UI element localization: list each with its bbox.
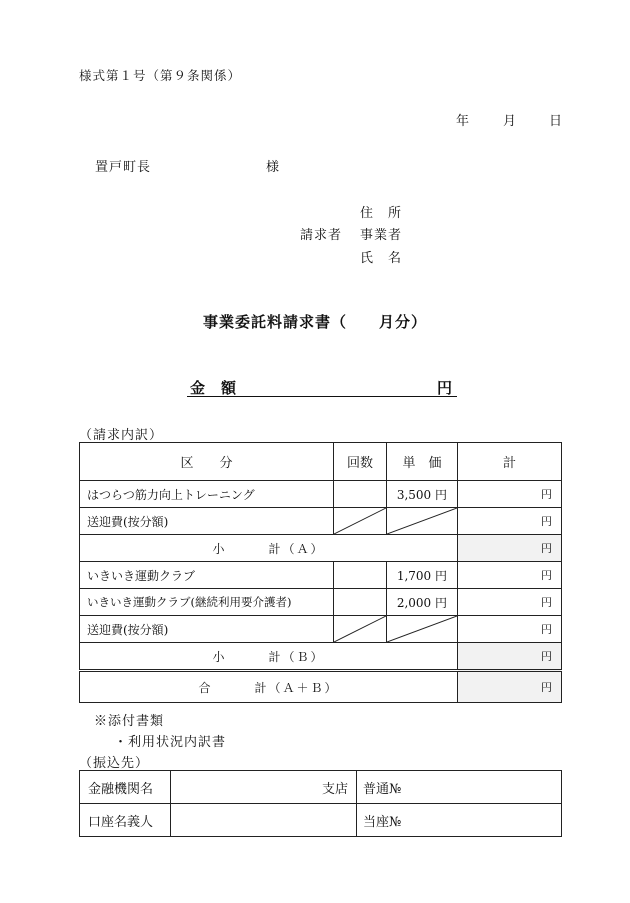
row-count-diagonal xyxy=(334,616,387,643)
institution-label: 金融機関名 xyxy=(80,771,171,804)
subtotal-b-total[interactable]: 円 xyxy=(458,643,562,671)
row-category: いきいき運動クラブ xyxy=(80,562,334,589)
table-row xyxy=(80,481,562,508)
current-account-label[interactable]: 当座№ xyxy=(357,804,562,837)
row-count-cell[interactable] xyxy=(334,562,387,589)
subtotal-row-b xyxy=(80,643,562,671)
amount-label: 金額 xyxy=(190,379,253,397)
document-title: 事業委託料請求書（ 月分） xyxy=(202,313,427,331)
row-unit-price: 1,700 円 xyxy=(387,562,458,589)
branch-label[interactable]: 支店 xyxy=(171,771,357,804)
header-total: 計 xyxy=(458,443,562,481)
requester-label: 請求者 xyxy=(300,228,343,243)
attachments-heading: ※添付書類 xyxy=(94,714,165,729)
ordinary-account-label[interactable]: 普通№ xyxy=(357,771,562,804)
row-category: いきいき運動クラブ(継続利用要介護者) xyxy=(80,589,334,616)
row-total[interactable]: 円 xyxy=(458,508,562,535)
row-unit-price-diagonal xyxy=(387,508,458,535)
row-total[interactable]: 円 xyxy=(458,589,562,616)
date-month-label: 月 xyxy=(503,114,517,129)
grand-total-row xyxy=(80,671,562,703)
honorific: 様 xyxy=(266,160,280,175)
row-category: 送迎費(按分額) xyxy=(80,616,334,643)
row-unit-price: 3,500 円 xyxy=(387,481,458,508)
subtotal-a-label: 小 計（Ａ） xyxy=(80,535,458,562)
holder-label: 口座名義人 xyxy=(80,804,171,837)
table-row xyxy=(80,508,562,535)
table-row xyxy=(80,589,562,616)
table-row xyxy=(80,616,562,643)
grand-total-label: 合 計（Ａ＋Ｂ） xyxy=(80,671,458,703)
row-total[interactable]: 円 xyxy=(458,616,562,643)
breakdown-label: （請求内訳） xyxy=(79,428,164,443)
row-unit-price: 2,000 円 xyxy=(387,589,458,616)
row-unit-price-diagonal xyxy=(387,616,458,643)
row-total[interactable]: 円 xyxy=(458,481,562,508)
header-category: 区 分 xyxy=(80,443,334,481)
bank-row xyxy=(80,771,562,804)
requester-business-label: 事業者 xyxy=(360,228,403,243)
row-total[interactable]: 円 xyxy=(458,562,562,589)
bank-row xyxy=(80,804,562,837)
attachments-item: ・利用状況内訳書 xyxy=(114,735,227,750)
header-count: 回数 xyxy=(334,443,387,481)
table-row xyxy=(80,562,562,589)
subtotal-a-total[interactable]: 円 xyxy=(458,535,562,562)
bank-label: （振込先） xyxy=(79,756,150,771)
amount-unit: 円 xyxy=(437,379,453,397)
date-day-label: 日 xyxy=(549,114,563,129)
row-category: はつらつ筋力向上トレーニング xyxy=(80,481,334,508)
grand-total-value[interactable]: 円 xyxy=(458,671,562,703)
row-count-cell[interactable] xyxy=(334,589,387,616)
requester-name-label: 氏 名 xyxy=(360,251,403,266)
date-year-label: 年 xyxy=(456,114,470,129)
subtotal-row-a xyxy=(80,535,562,562)
form-number: 様式第１号（第９条関係） xyxy=(79,68,242,83)
bank-table xyxy=(79,770,562,837)
requester-address-label: 住 所 xyxy=(360,206,403,221)
breakdown-table xyxy=(79,442,562,703)
row-category: 送迎費(按分額) xyxy=(80,508,334,535)
table-header-row xyxy=(80,443,562,481)
header-unit-price: 単 価 xyxy=(387,443,458,481)
subtotal-b-label: 小 計（Ｂ） xyxy=(80,643,458,671)
holder-value-cell[interactable] xyxy=(171,804,357,837)
row-count-diagonal xyxy=(334,508,387,535)
row-count-cell[interactable] xyxy=(334,481,387,508)
addressee: 置戸町長 xyxy=(95,160,152,175)
